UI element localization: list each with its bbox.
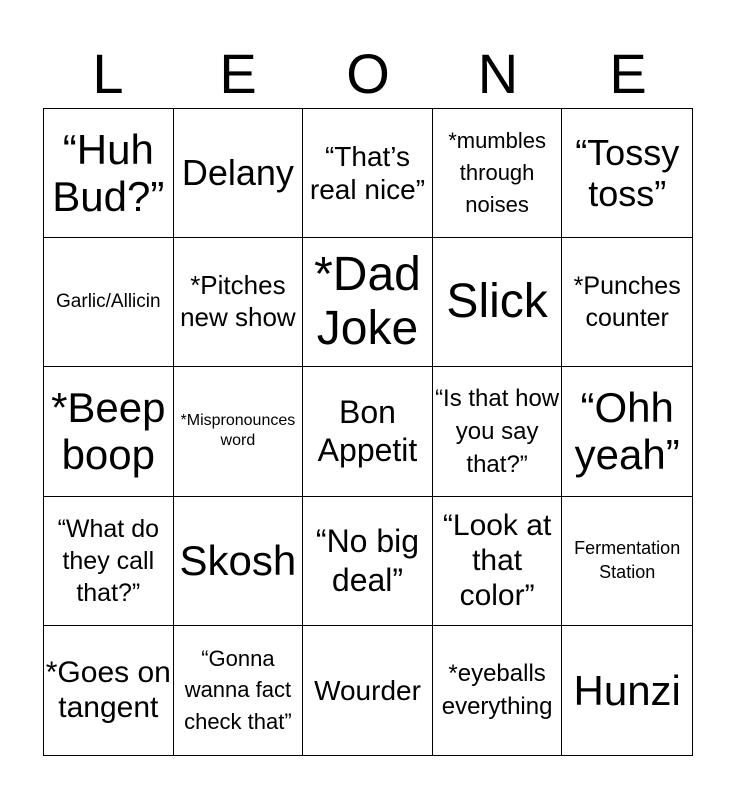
bingo-header	[43, 40, 693, 108]
bingo-board	[43, 108, 693, 756]
cell-text: *Goes on tangent	[45, 656, 171, 725]
header-letter-l: L	[92, 42, 124, 105]
cell-text: Slick	[446, 275, 548, 329]
bingo-cell[interactable]	[562, 626, 692, 755]
bingo-cell[interactable]	[174, 497, 304, 626]
bingo-cell[interactable]	[562, 367, 692, 496]
cell-text: “Look at that color”	[442, 508, 552, 613]
bingo-cell[interactable]	[44, 367, 174, 496]
bingo-cell[interactable]	[44, 238, 174, 367]
cell-text: Delany	[181, 152, 294, 194]
bingo-cell[interactable]	[562, 497, 692, 626]
bingo-cell[interactable]	[44, 497, 174, 626]
bingo-cell[interactable]	[174, 367, 304, 496]
cell-text: “Ohh yeah”	[574, 384, 680, 479]
bingo-cell[interactable]	[174, 238, 304, 367]
cell-text: “Is that how you say that?”	[435, 384, 560, 479]
cell-text: Bon Appetit	[317, 394, 418, 469]
header-letter-o: O	[346, 42, 390, 105]
cell-text: *Punches counter	[573, 272, 681, 333]
bingo-cell[interactable]	[174, 626, 304, 755]
cell-text: *Dad Joke	[314, 248, 421, 356]
cell-text: Garlic/Allicin	[56, 290, 161, 312]
cell-text: Fermentation Station	[574, 538, 681, 582]
bingo-cell[interactable]	[44, 626, 174, 755]
header-letter-e: E	[219, 42, 257, 105]
cell-text: Skosh	[179, 537, 297, 585]
header-letter-n: N	[477, 42, 519, 105]
header-letter-e-2: E	[609, 42, 647, 105]
cell-text: *Mispronounces word	[180, 411, 296, 450]
bingo-cell[interactable]	[303, 626, 433, 755]
bingo-cell[interactable]	[433, 367, 563, 496]
cell-text: “No big deal”	[315, 523, 420, 598]
cell-text: “Tossy toss”	[575, 131, 680, 215]
bingo-cell[interactable]	[303, 497, 433, 626]
cell-text: “That’s real nice”	[309, 141, 426, 206]
cell-text: *mumbles through noises	[448, 128, 546, 218]
bingo-cell[interactable]	[433, 109, 563, 238]
bingo-cell[interactable]	[562, 109, 692, 238]
bingo-cell[interactable]	[433, 626, 563, 755]
cell-text: *eyeballs everything	[441, 660, 553, 721]
bingo-cell[interactable]	[44, 109, 174, 238]
bingo-cell[interactable]	[303, 238, 433, 367]
bingo-cell[interactable]	[433, 238, 563, 367]
bingo-cell[interactable]	[433, 497, 563, 626]
cell-text: Wourder	[314, 674, 421, 706]
cell-text: *Pitches new show	[180, 270, 296, 333]
bingo-cell[interactable]	[562, 238, 692, 367]
cell-text: “Huh Bud?”	[52, 126, 165, 221]
bingo-cell[interactable]	[303, 109, 433, 238]
bingo-cell[interactable]	[174, 109, 304, 238]
cell-text: Hunzi	[573, 666, 681, 714]
cell-text: “What do they call that?”	[57, 514, 160, 607]
cell-text: *Beep boop	[51, 384, 166, 479]
cell-text: “Gonna wanna fact check that”	[184, 645, 292, 735]
bingo-cell[interactable]	[303, 367, 433, 496]
